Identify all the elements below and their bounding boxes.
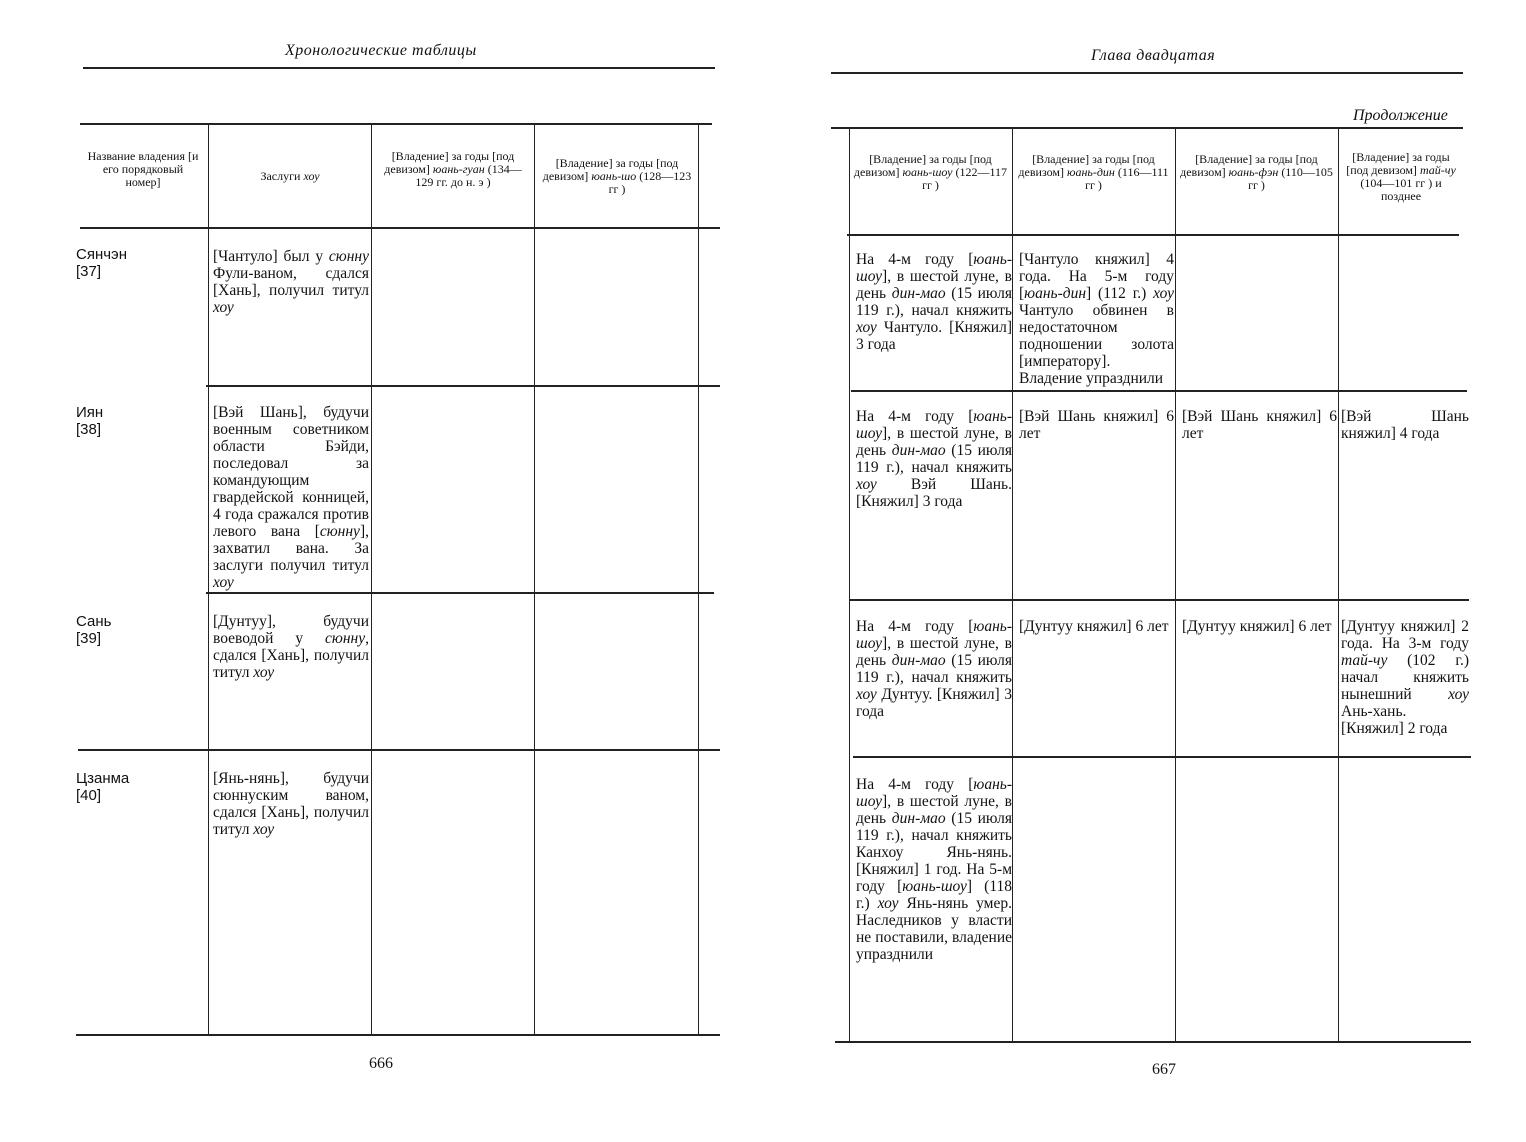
reign-cell: На 4-м году [юань-шоу], в шестой луне, в день дин-мао (15 июля 119 г.), начал княжить Канхоу Янь-нянь. [Княжил] 1 год. На 5-м году [юань-шоу] (118 г.) хоу Янь-нянь умер. Наследников у власти не поставили, владение упразднили — [856, 776, 1012, 963]
header-merits: Заслуги хоу — [260, 169, 320, 183]
reign-cell: [Дунтуу княжил] 6 лет — [1019, 618, 1169, 635]
row-rule — [78, 749, 720, 751]
row-rule — [206, 385, 720, 387]
page-number: 666 — [369, 1055, 393, 1072]
reign-cell: [Дунтуу княжил] 6 лет — [1182, 618, 1332, 635]
header-domain-name: Название владения [и его порядковый номер] — [87, 149, 199, 189]
row-rule — [206, 592, 714, 594]
column-rule — [534, 125, 535, 1034]
reign-cell: На 4-м году [юань-шоу], в шестой луне, в день дин-мао (15 июля 119 г.), начал княжить хоу Вэй Шань. [Княжил] 3 года — [856, 408, 1012, 510]
reign-cell: [Вэй Шань княжил] 4 года — [1341, 408, 1469, 442]
column-rule — [849, 129, 850, 1041]
header-yuan-feng: [Владение] за годы [под девизом] юань-фэн (110—105 гг ) — [1180, 152, 1333, 192]
header-yuan-ding: [Владение] за годы [под девизом] юань-дин (116—111 гг ) — [1018, 152, 1169, 192]
domain-name: Цзанма [40] — [76, 770, 130, 804]
right-page — [763, 0, 1526, 1142]
reign-cell: [Дунтуу княжил] 2 года. На 3-м году тай-чу (102 г.) начал княжить нынешний хоу Ань-хань. [Княжил] 2 года — [1341, 618, 1469, 737]
head-rule — [83, 67, 715, 69]
domain-name: Сянчэн [37] — [76, 246, 127, 280]
running-head: Глава двадцатая — [1091, 47, 1216, 64]
header-yuan-guan: [Владение] за годы [под девизом] юань-гуан (134—129 гг. до н. э ) — [384, 149, 522, 189]
reign-cell: [Вэй Шань княжил] 6 лет — [1019, 408, 1174, 442]
header-tai-chu: [Владение] за годы [под девизом] тай-чу (104—101 гг ) и позднее — [1346, 150, 1456, 203]
header-bottom-rule — [80, 227, 720, 229]
header-yuan-shuo: [Владение] за годы [под девизом] юань-шо (128—123 гг ) — [542, 156, 692, 196]
column-rule — [1338, 129, 1339, 1041]
column-rule — [1175, 129, 1176, 1041]
column-rule — [698, 125, 699, 1034]
row-rule — [849, 599, 1469, 601]
header-bottom-rule — [847, 234, 1459, 236]
running-head: Хронологические таблицы — [285, 42, 477, 59]
row-rule — [853, 756, 1471, 758]
table-top-rule — [831, 127, 1463, 129]
row-rule — [851, 390, 1467, 392]
reign-cell: На 4-м году [юань-шоу], в шестой луне, в день дин-мао (15 июля 119 г.), начал княжить хоу Чантуло. [Княжил] 3 года — [856, 251, 1012, 353]
column-rule — [371, 125, 372, 1034]
domain-name: Сань [39] — [76, 613, 112, 647]
reign-cell: На 4-м году [юань-шоу], в шестой луне, в день дин-мао (15 июля 119 г.), начал княжить хоу Дунтуу. [Княжил] 3 года — [856, 618, 1012, 720]
table-bottom-rule — [835, 1041, 1471, 1043]
merit-cell: [Чантуло] был у сюнну Фули-ваном, сдался [Хань], получил титул хоу — [213, 248, 369, 316]
merit-cell: [Вэй Шань], будучи военным советником области Бэйди, последовал за командующим гвардейской конницей, 4 года сражался против левого вана [сюнну], захватил вана. За заслуги получил титул хоу — [213, 404, 369, 591]
table-top-rule — [80, 123, 712, 125]
merit-cell: [Дунтуу], будучи воеводой у сюнну, сдался [Хань], получил титул хоу — [213, 613, 369, 681]
page-number: 667 — [1152, 1061, 1176, 1078]
continuation-label: Продолжение — [1353, 107, 1448, 124]
column-rule — [1012, 129, 1013, 1041]
table-bottom-rule — [76, 1034, 720, 1036]
reign-cell: [Чантуло княжил] 4 года. На 5-м году [юань-дин] (112 г.) хоу Чантуло обвинен в недостаточном подношении золота [императору]. Владение упразднили — [1019, 251, 1174, 387]
header-yuan-shou: [Владение] за годы [под девизом] юань-шоу (122—117 гг ) — [853, 152, 1008, 192]
domain-name: Иян [38] — [76, 404, 104, 438]
reign-cell: [Вэй Шань княжил] 6 лет — [1182, 408, 1337, 442]
head-rule — [831, 72, 1463, 74]
merit-cell: [Янь-нянь], будучи сюннуским ваном, сдался [Хань], получил титул хоу — [213, 770, 369, 838]
column-rule — [208, 125, 209, 1034]
